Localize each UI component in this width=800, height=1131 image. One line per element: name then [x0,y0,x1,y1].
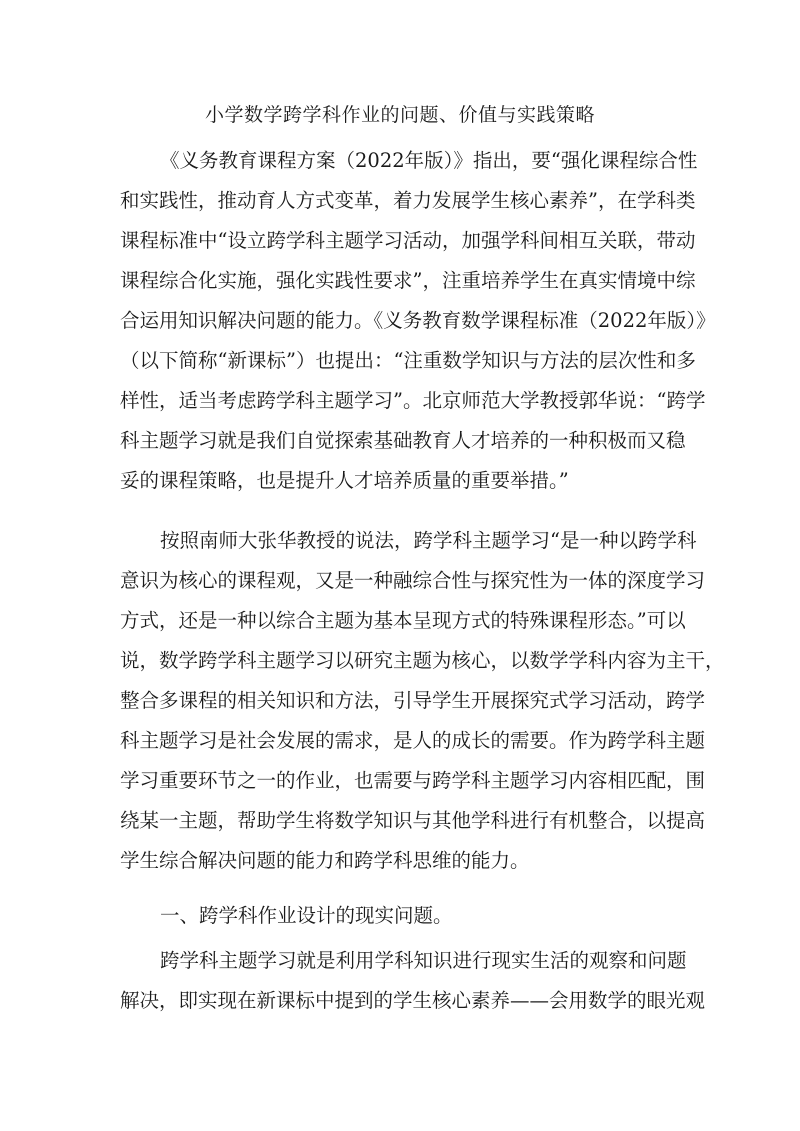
paragraph-line: 方式，还是一种以综合主题为基本呈现方式的特殊课程形态。”可以 [120,609,686,632]
paragraph-line: 科主题学习就是我们自觉探索基础教育人才培养的一种积极而又稳 [120,429,686,452]
paragraph-line: 跨学科主题学习就是利用学科知识进行现实生活的观察和问题 [160,949,687,972]
paragraph-line: 科主题学习是社会发展的需求，是人的成长的需要。作为跨学科主题 [120,729,706,752]
document-title: 小学数学跨学科作业的问题、价值与实践策略 [204,104,595,126]
paragraph-line: 样性，适当考虑跨学科主题学习”。北京师范大学教授郭华说：“跨学 [120,389,706,412]
paragraph-line: 学习重要环节之一的作业，也需要与跨学科主题学习内容相匹配，围 [120,769,706,792]
paragraph-line: 整合多课程的相关知识和方法，引导学生开展探究式学习活动，跨学 [120,689,706,712]
paragraph-line: 意识为核心的课程观，又是一种融综合性与探究性为一体的深度学习 [120,569,706,592]
paragraph-line: 解决，即实现在新课标中提到的学生核心素养——会用数学的眼光观 [120,989,706,1012]
section-heading: 一、跨学科作业设计的现实问题。 [160,904,453,927]
paragraph-line: 课程综合化实施，强化实践性要求”，注重培养学生在真实情境中综 [120,269,696,292]
paragraph-line: 绕某一主题，帮助学生将数学知识与其他学科进行有机整合，以提高 [120,809,706,832]
paragraph-line: 和实践性，推动育人方式变革，着力发展学生核心素养”，在学科类 [120,189,696,212]
paragraph-line: 妥的课程策略，也是提升人才培养质量的重要举措。” [120,469,569,492]
paragraph-line: 说，数学跨学科主题学习以研究主题为核心，以数学学科内容为主干， [120,649,725,672]
paragraph-line: 课程标准中“设立跨学科主题学习活动，加强学科间相互关联，带动 [120,229,696,252]
paragraph-line: （以下简称“新课标”）也提出：“注重数学知识与方法的层次性和多 [120,349,696,372]
paragraph-line: 《义务教育课程方案（2022年版）》指出，要“强化课程综合性 [160,149,698,172]
paragraph-line: 学生综合解决问题的能力和跨学科思维的能力。 [120,849,530,872]
paragraph-line: 按照南师大张华教授的说法，跨学科主题学习“是一种以跨学科 [160,529,697,552]
paragraph-line: 合运用知识解决问题的能力。《义务教育数学课程标准（2022年版）》 [120,309,716,332]
